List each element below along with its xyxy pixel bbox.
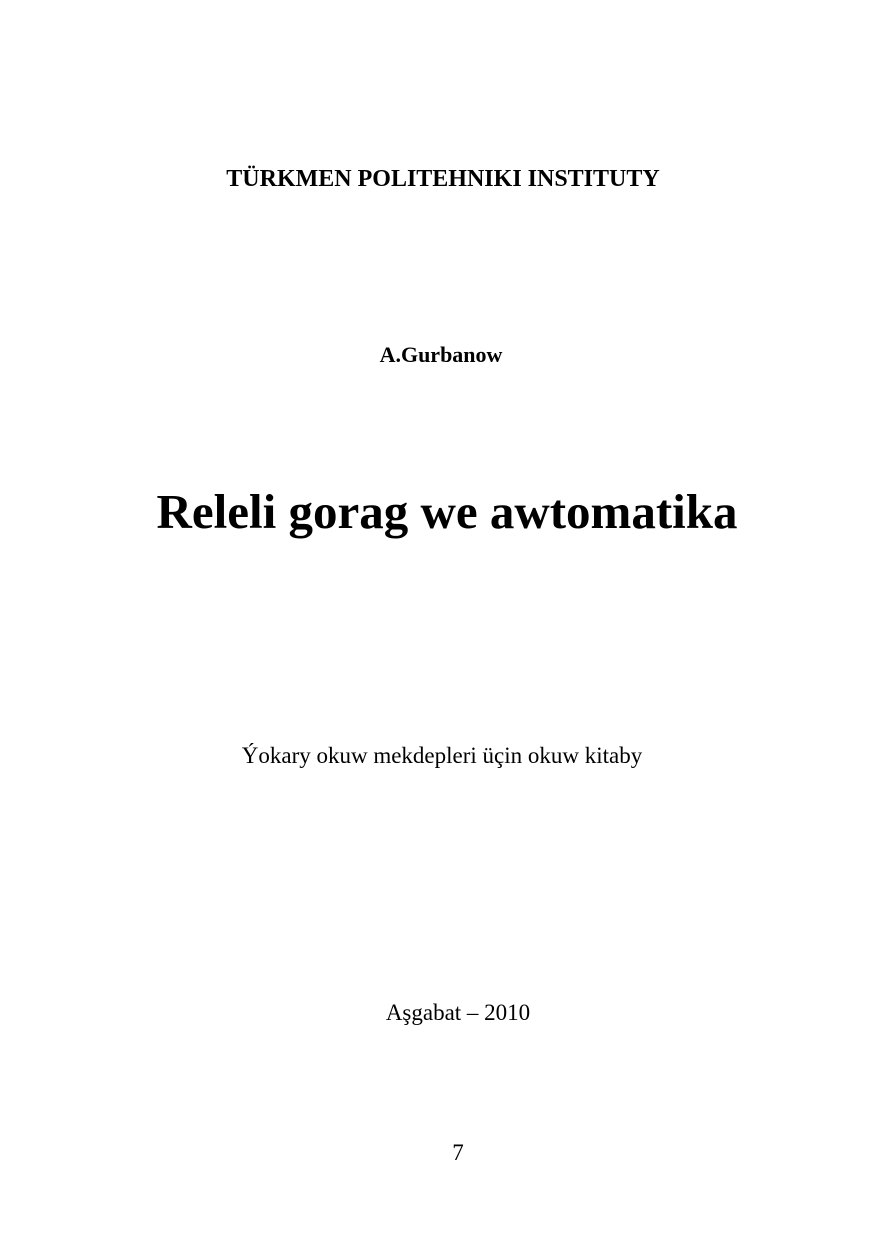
page-number: 7 — [452, 1140, 464, 1165]
institution-name: TÜRKMEN POLITEHNIKI INSTITUTY — [226, 166, 660, 192]
book-subtitle: Ýokary okuw mekdepleri üçin okuw kitaby — [241, 743, 643, 768]
place-and-year: Aşgabat – 2010 — [385, 1000, 531, 1025]
book-title: Releli gorag we awtomatika — [156, 484, 738, 539]
author-name: A.Gurbanow — [379, 342, 503, 367]
